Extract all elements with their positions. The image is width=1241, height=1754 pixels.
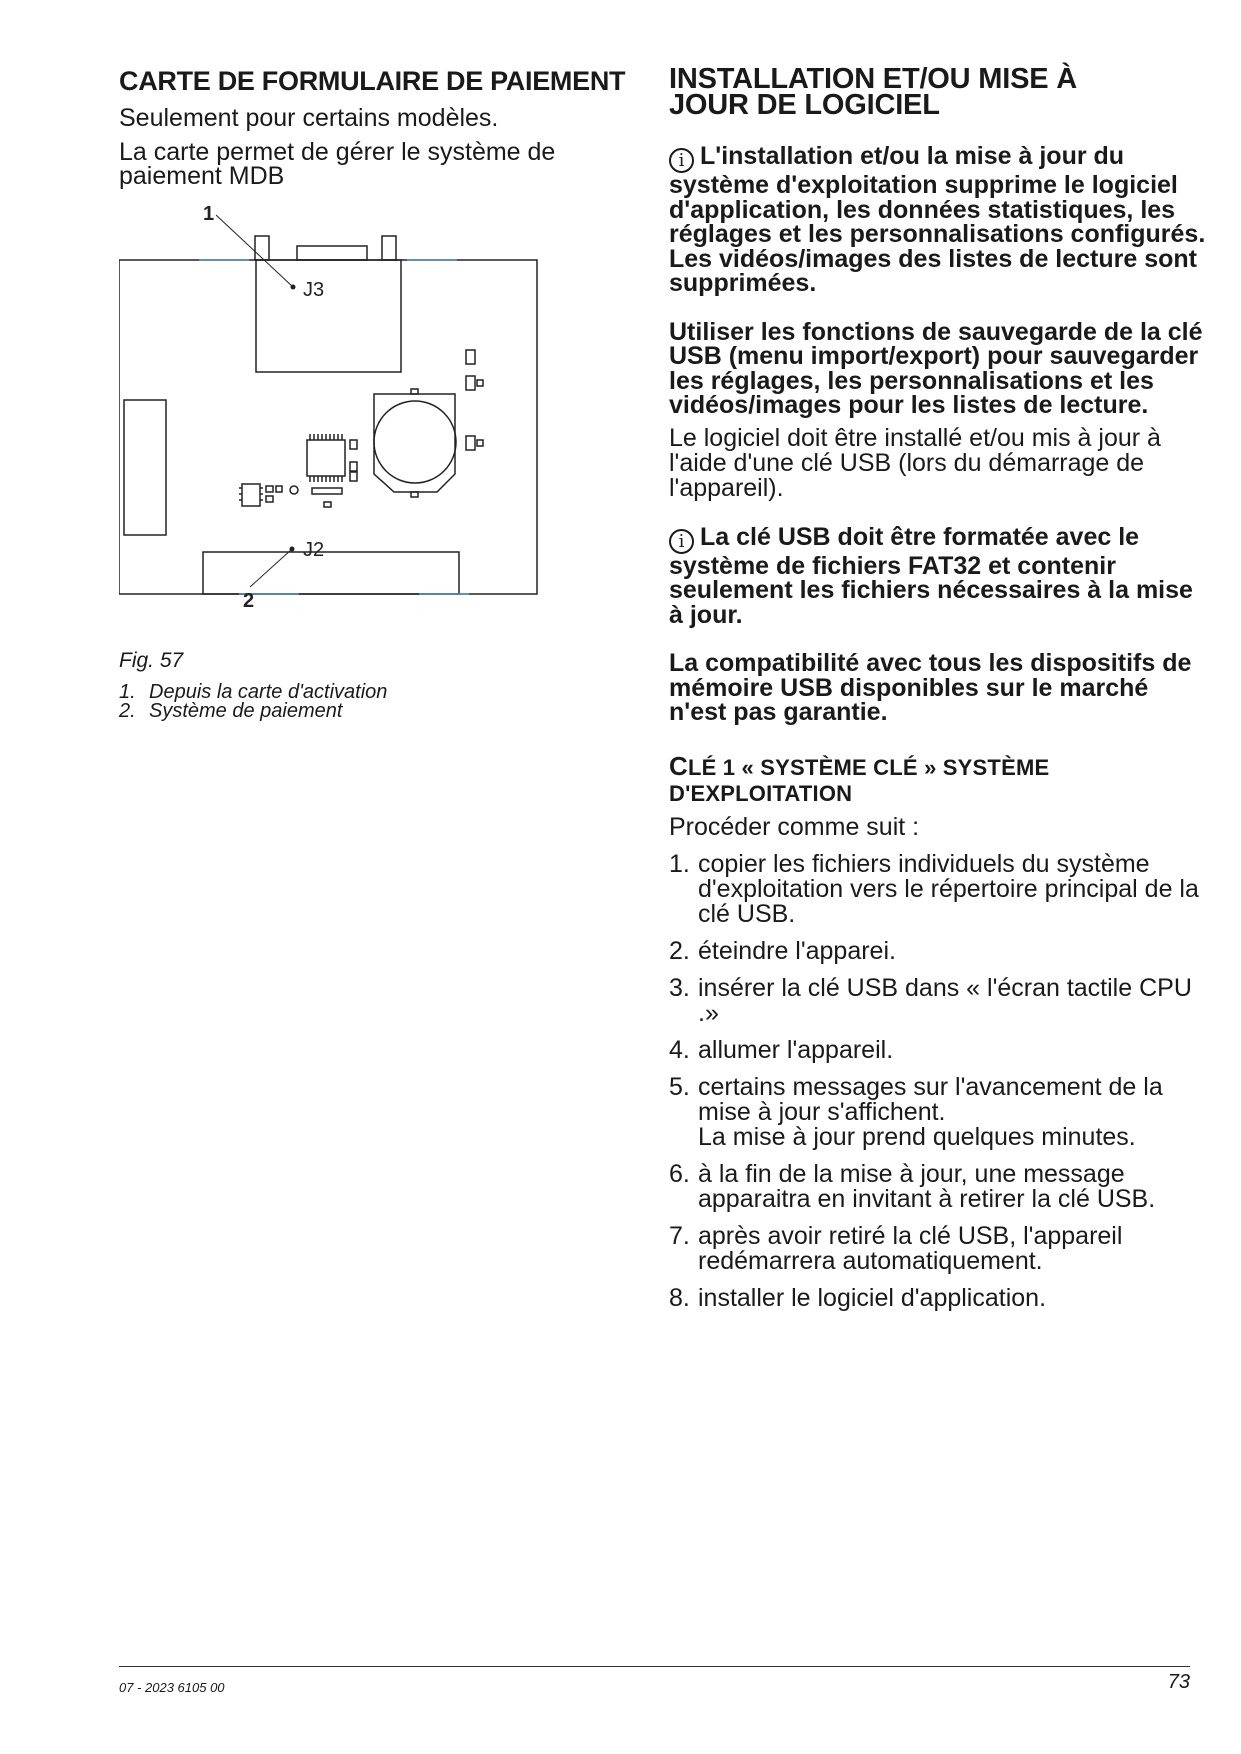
legend-item [119, 702, 649, 721]
warning-fat32-text: La clé USB doit être formatée avec le système de fichiers FAT32 et contenir seulement les fichiers nécessaires à la mise à jour. [669, 522, 1193, 629]
step-number: 3. [669, 973, 690, 1002]
small-ic [242, 484, 260, 506]
label-j2: J2 [303, 539, 325, 561]
figure-legend [119, 683, 649, 721]
label-j3: J3 [303, 279, 325, 301]
j2-connector [203, 552, 459, 594]
warning-compatibility: La compatibilité avec tous les dispositifs de mémoire USB disponibles sur le marché n'est pas garantie. [669, 649, 1192, 726]
step-number: 4. [669, 1035, 690, 1064]
j3-connector [256, 260, 401, 372]
list-item [669, 849, 1209, 928]
step-text-extra: La mise à jour prend quelques minutes. [698, 1122, 1136, 1151]
document-reference: 07 - 2023 6105 00 [119, 1680, 225, 1695]
list-item [669, 1159, 1209, 1213]
coin-battery [374, 401, 456, 483]
section-heading-payment-card: CARTE DE FORMULAIRE DE PAIEMENT [119, 66, 626, 96]
j3-post-left [255, 236, 269, 260]
page-number: 73 [1167, 1671, 1190, 1693]
figure-caption: Fig. 57 [119, 649, 184, 672]
left-column [119, 66, 649, 721]
list-item [669, 936, 1209, 965]
step-text: éteindre l'apparei. [698, 936, 896, 965]
ic-chip [307, 440, 345, 476]
step-number: 2. [669, 936, 690, 965]
procedure-intro: Procéder comme suit : [669, 812, 920, 841]
step-text-group [698, 1072, 1209, 1151]
list-item [669, 1035, 1209, 1064]
board-outline [119, 260, 537, 594]
card-description: La carte permet de gérer le système de paiement MDB [119, 138, 556, 190]
list-item [669, 973, 1209, 1027]
list-item [669, 1221, 1209, 1275]
warning-fat32 [669, 522, 1209, 629]
section-heading-installation [669, 63, 1209, 121]
side-connector [124, 400, 166, 535]
step-number: 5. [669, 1072, 690, 1101]
usb-install-note: Le logiciel doit être installé et/ou mis à jour à l'aide d'une clé USB (lors du démarrage de l'appareil). [669, 423, 1161, 502]
step-text: allumer l'appareil. [698, 1035, 894, 1064]
footer-divider [119, 1666, 1190, 1667]
list-item [669, 1283, 1209, 1312]
step-number: 6. [669, 1159, 690, 1188]
info-icon: i [669, 148, 694, 173]
payment-card-figure [119, 204, 559, 649]
step-text: insérer la clé USB dans « l'écran tactile CPU .» [698, 973, 1192, 1027]
j3-plug [297, 246, 367, 260]
models-note: Seulement pour certains modèles. [119, 104, 499, 132]
subhead-rest: LÉ 1 « SYSTÈME CLÉ » SYSTÈME D'EXPLOITATION [669, 754, 1050, 806]
warning-erase-text: L'installation et/ou la mise à jour du système d'exploitation supprime le logiciel d'application, les données statistiques, les réglages et les personnalisations configurés. [669, 142, 1206, 248]
callout-2: 2 [243, 590, 255, 612]
j3-post-right [382, 236, 396, 260]
callout-1: 1 [203, 204, 215, 225]
step-number: 1. [669, 849, 690, 878]
right-column [669, 63, 1209, 1323]
circuit-board-drawing [119, 204, 559, 649]
legend-text: Système de paiement [149, 700, 343, 722]
legend-text: Depuis la carte d'activation [149, 681, 388, 703]
list-item [669, 1072, 1209, 1151]
battery-holder [374, 394, 455, 492]
warning-backup: Utiliser les fonctions de sauvegarde de la clé USB (menu import/export) pour sauvegarder les réglages, les personnalisations et les vidéos/images pour les listes de lecture. [669, 317, 1203, 419]
step-text: après avoir retiré la clé USB, l'appareil redémarrera automatiquement. [698, 1221, 1123, 1275]
warning-erase-data [669, 144, 1209, 296]
info-icon: i [669, 529, 694, 554]
step-text: copier les fichiers individuels du système d'exploitation vers le répertoire principal de la clé USB. [698, 849, 1199, 928]
subhead-initial: C [669, 750, 688, 781]
heading-line-1: INSTALLATION ET/OU MISE À [669, 63, 1077, 95]
step-text: installer le logiciel d'application. [698, 1283, 1047, 1312]
heading-line-2: JOUR DE LOGICIEL [669, 89, 940, 121]
procedure-steps [669, 849, 1209, 1312]
step-number: 7. [669, 1221, 690, 1250]
subheading-system-key [669, 750, 1209, 807]
step-number: 8. [669, 1283, 690, 1312]
legend-number: 2. [119, 700, 136, 722]
legend-number: 1. [119, 681, 136, 703]
warning-playlist-text: Les vidéos/images des listes de lecture sont supprimées. [669, 244, 1197, 297]
step-text: à la fin de la mise à jour, une message apparaitra en invitant à retirer la clé USB. [698, 1159, 1156, 1213]
step-text: certains messages sur l'avancement de la mise à jour s'affichent. [698, 1072, 1163, 1126]
